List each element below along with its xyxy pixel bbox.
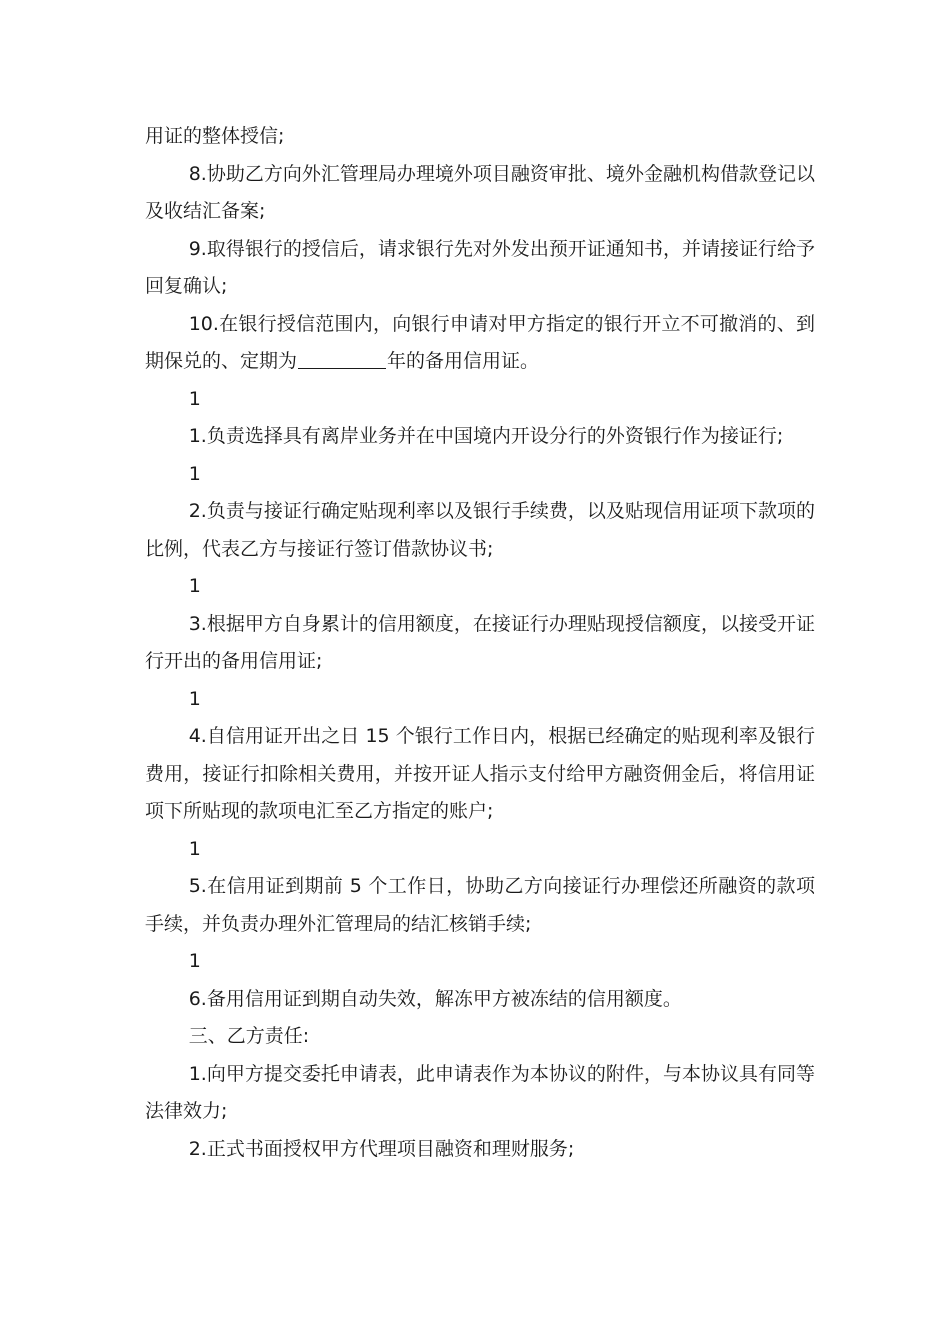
paragraph-item-10 — [145, 306, 815, 381]
section-marker: 1 — [188, 837, 201, 860]
paragraph-item-8: 8.协助乙方向外汇管理局办理境外项目融资审批、境外金融机构借款登记以及收结汇备案; — [145, 162, 815, 222]
document-body — [145, 118, 815, 1168]
section-marker: 1 — [188, 387, 201, 410]
section-marker: 1 — [188, 687, 201, 710]
paragraph-item-10-tail: 年的备用信用证。 — [387, 350, 540, 372]
paragraph-duty-1: 1.负责选择具有离岸业务并在中国境内开设分行的外资银行作为接证行; — [188, 425, 784, 447]
paragraph-duty-3: 3.根据甲方自身累计的信用额度，在接证行办理贴现授信额度，以接受开证行开出的备用信用证; — [145, 612, 815, 672]
section-marker: 1 — [188, 575, 201, 597]
paragraph-duty-4: 4.自信用证开出之日 15 个银行工作日内，根据已经确定的贴现利率及银行费用，接证行扣除相关费用，并按开证人指示支付给甲方融资佣金后，将信用证项下所贴现的款项电汇至乙方指定的账户; — [145, 725, 815, 822]
fill-in-blank — [298, 350, 386, 369]
paragraph-item-10-text: 10.在银行授信范围内，向银行申请对甲方指定的银行开立不可撤消的、到期保兑的、定期为 — [145, 312, 815, 372]
paragraph-duty-5: 5.在信用证到期前 5 个工作日，协助乙方向接证行办理偿还所融资的款项手续，并负责办理外汇管理局的结汇核销手续; — [145, 875, 815, 935]
section-marker: 1 — [188, 950, 201, 972]
section-heading-party-b: 三、乙方责任: — [188, 1025, 310, 1047]
paragraph-continuation: 用证的整体授信; — [145, 125, 285, 147]
paragraph-party-b-1: 1.向甲方提交委托申请表，此申请表作为本协议的附件，与本协议具有同等法律效力; — [145, 1062, 815, 1122]
paragraph-duty-2: 2.负责与接证行确定贴现利率以及银行手续费，以及贴现信用证项下款项的比例，代表乙方与接证行签订借款协议书; — [145, 500, 815, 560]
paragraph-item-9: 9.取得银行的授信后，请求银行先对外发出预开证通知书，并请接证行给予回复确认; — [145, 237, 815, 297]
paragraph-duty-6: 6.备用信用证到期自动失效，解冻甲方被冻结的信用额度。 — [188, 987, 682, 1010]
section-marker: 1 — [188, 462, 201, 485]
paragraph-party-b-2: 2.正式书面授权甲方代理项目融资和理财服务; — [188, 1137, 575, 1160]
